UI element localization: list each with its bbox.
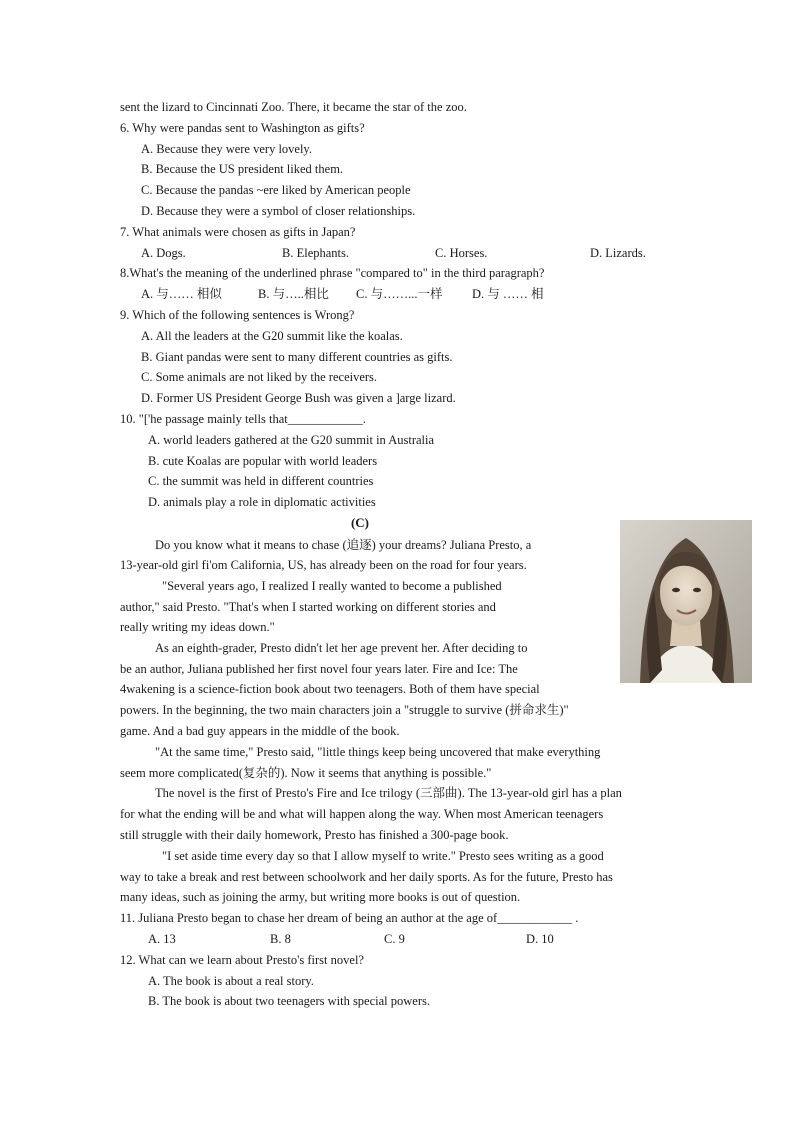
section-c-line-14: for what the ending will be and what will happen along the way. When most American teenagers [120,807,604,821]
section-c-line-13: The novel is the first of Presto's Fire and Ice trilogy (三部曲). The 13-year-old girl has a plan [155,786,622,800]
question-12-option-b[interactable]: B. The book is about two teenagers with special powers. [148,994,431,1008]
question-7-option-b[interactable]: B. Elephants. [282,246,350,260]
section-c-line-18: many ideas, such as joining the army, but writing more books is out of question. [120,890,521,904]
question-7-option-c[interactable]: C. Horses. [435,246,488,260]
question-8-options [0,285,720,303]
section-c-line-12: seem more complicated(复杂的). Now it seems that anything is possible." [120,766,492,780]
question-8: 8.What's the meaning of the underlined phrase "compared to" in the third paragraph? [120,266,545,280]
section-c-line-3: "Several years ago, I realized I really wanted to become a published [162,579,502,593]
question-11-options [0,930,720,948]
question-10-option-d[interactable]: D. animals play a role in diplomatic activities [148,495,376,509]
section-c-label: (C) [350,515,370,530]
question-9-option-d[interactable]: D. Former US President George Bush was given a ]arge lizard. [141,391,456,405]
question-6-option-a[interactable]: A. Because they were very lovely. [141,142,312,156]
question-11-option-a[interactable]: A. 13 [148,932,176,946]
section-c-line-2: 13-year-old girl fi'om California, US, has already been on the road for four years. [120,558,527,572]
question-9: 9. Which of the following sentences is Wrong? [120,308,355,322]
question-11-option-b[interactable]: B. 8 [270,932,291,946]
passage-b-tail: sent the lizard to Cincinnati Zoo. There, it became the star of the zoo. [120,100,467,114]
question-9-option-a[interactable]: A. All the leaders at the G20 summit like the koalas. [141,329,403,343]
question-9-option-b[interactable]: B. Giant pandas were sent to many different countries as gifts. [141,350,453,364]
question-12-option-a[interactable]: A. The book is about a real story. [148,974,314,988]
question-8-option-c[interactable]: C. 与……...一样 [356,287,443,301]
question-8-option-d[interactable]: D. 与 …… 相 [472,287,544,301]
question-6-option-b[interactable]: B. Because the US president liked them. [141,162,344,176]
section-c-line-10: game. And a bad guy appears in the middle of the book. [120,724,400,738]
section-c-line-8: 4wakening is a science-fiction book about two teenagers. Both of them have special [120,682,540,696]
question-9-option-c[interactable]: C. Some animals are not liked by the receivers. [141,370,378,384]
section-c-line-17: way to take a break and rest between schoolwork and her daily sports. As for the future, Presto has [120,870,613,884]
question-10-option-a[interactable]: A. world leaders gathered at the G20 summit in Australia [148,433,435,447]
author-photo [620,520,752,683]
question-8-option-a[interactable]: A. 与…… 相似 [141,287,222,301]
question-6: 6. Why were pandas sent to Washington as gifts? [120,121,365,135]
question-11: 11. Juliana Presto began to chase her dream of being an author at the age of____________ . [120,911,579,925]
section-c-line-6: As an eighth-grader, Presto didn't let her age prevent her. After deciding to [155,641,528,655]
question-7-options [0,244,720,262]
question-7-option-d[interactable]: D. Lizards. [590,246,646,260]
question-6-option-c[interactable]: C. Because the pandas ~ere liked by American people [141,183,411,197]
question-10-option-b[interactable]: B. cute Koalas are popular with world leaders [148,454,378,468]
question-12: 12. What can we learn about Presto's first novel? [120,953,364,967]
question-10-option-c[interactable]: C. the summit was held in different countries [148,474,374,488]
section-c-line-7: be an author, Juliana published her first novel four years later. Fire and Ice: The [120,662,518,676]
section-c-line-11: "At the same time," Presto said, "little things keep being uncovered that make everything [155,745,601,759]
question-7: 7. What animals were chosen as gifts in Japan? [120,225,356,239]
section-c-line-1: Do you know what it means to chase (追逐) your dreams? Juliana Presto, a [155,538,532,552]
section-c-line-15: still struggle with their daily homework, Presto has finished a 300-page book. [120,828,509,842]
question-11-option-c[interactable]: C. 9 [384,932,405,946]
section-c-line-4: author," said Presto. "That's when I started working on different stories and [120,600,496,614]
section-c-line-5: really writing my ideas down." [120,620,275,634]
question-11-option-d[interactable]: D. 10 [526,932,554,946]
question-10: 10. "['he passage mainly tells that____________. [120,412,366,426]
question-8-option-b[interactable]: B. 与…..相比 [258,287,329,301]
question-7-option-a[interactable]: A. Dogs. [141,246,186,260]
section-c-line-16: "I set aside time every day so that I allow myself to write." Presto sees writing as a good [162,849,604,863]
question-6-option-d[interactable]: D. Because they were a symbol of closer relationships. [141,204,416,218]
section-c-line-9: powers. In the beginning, the two main characters join a "struggle to survive (拼命求生)" [120,703,569,717]
